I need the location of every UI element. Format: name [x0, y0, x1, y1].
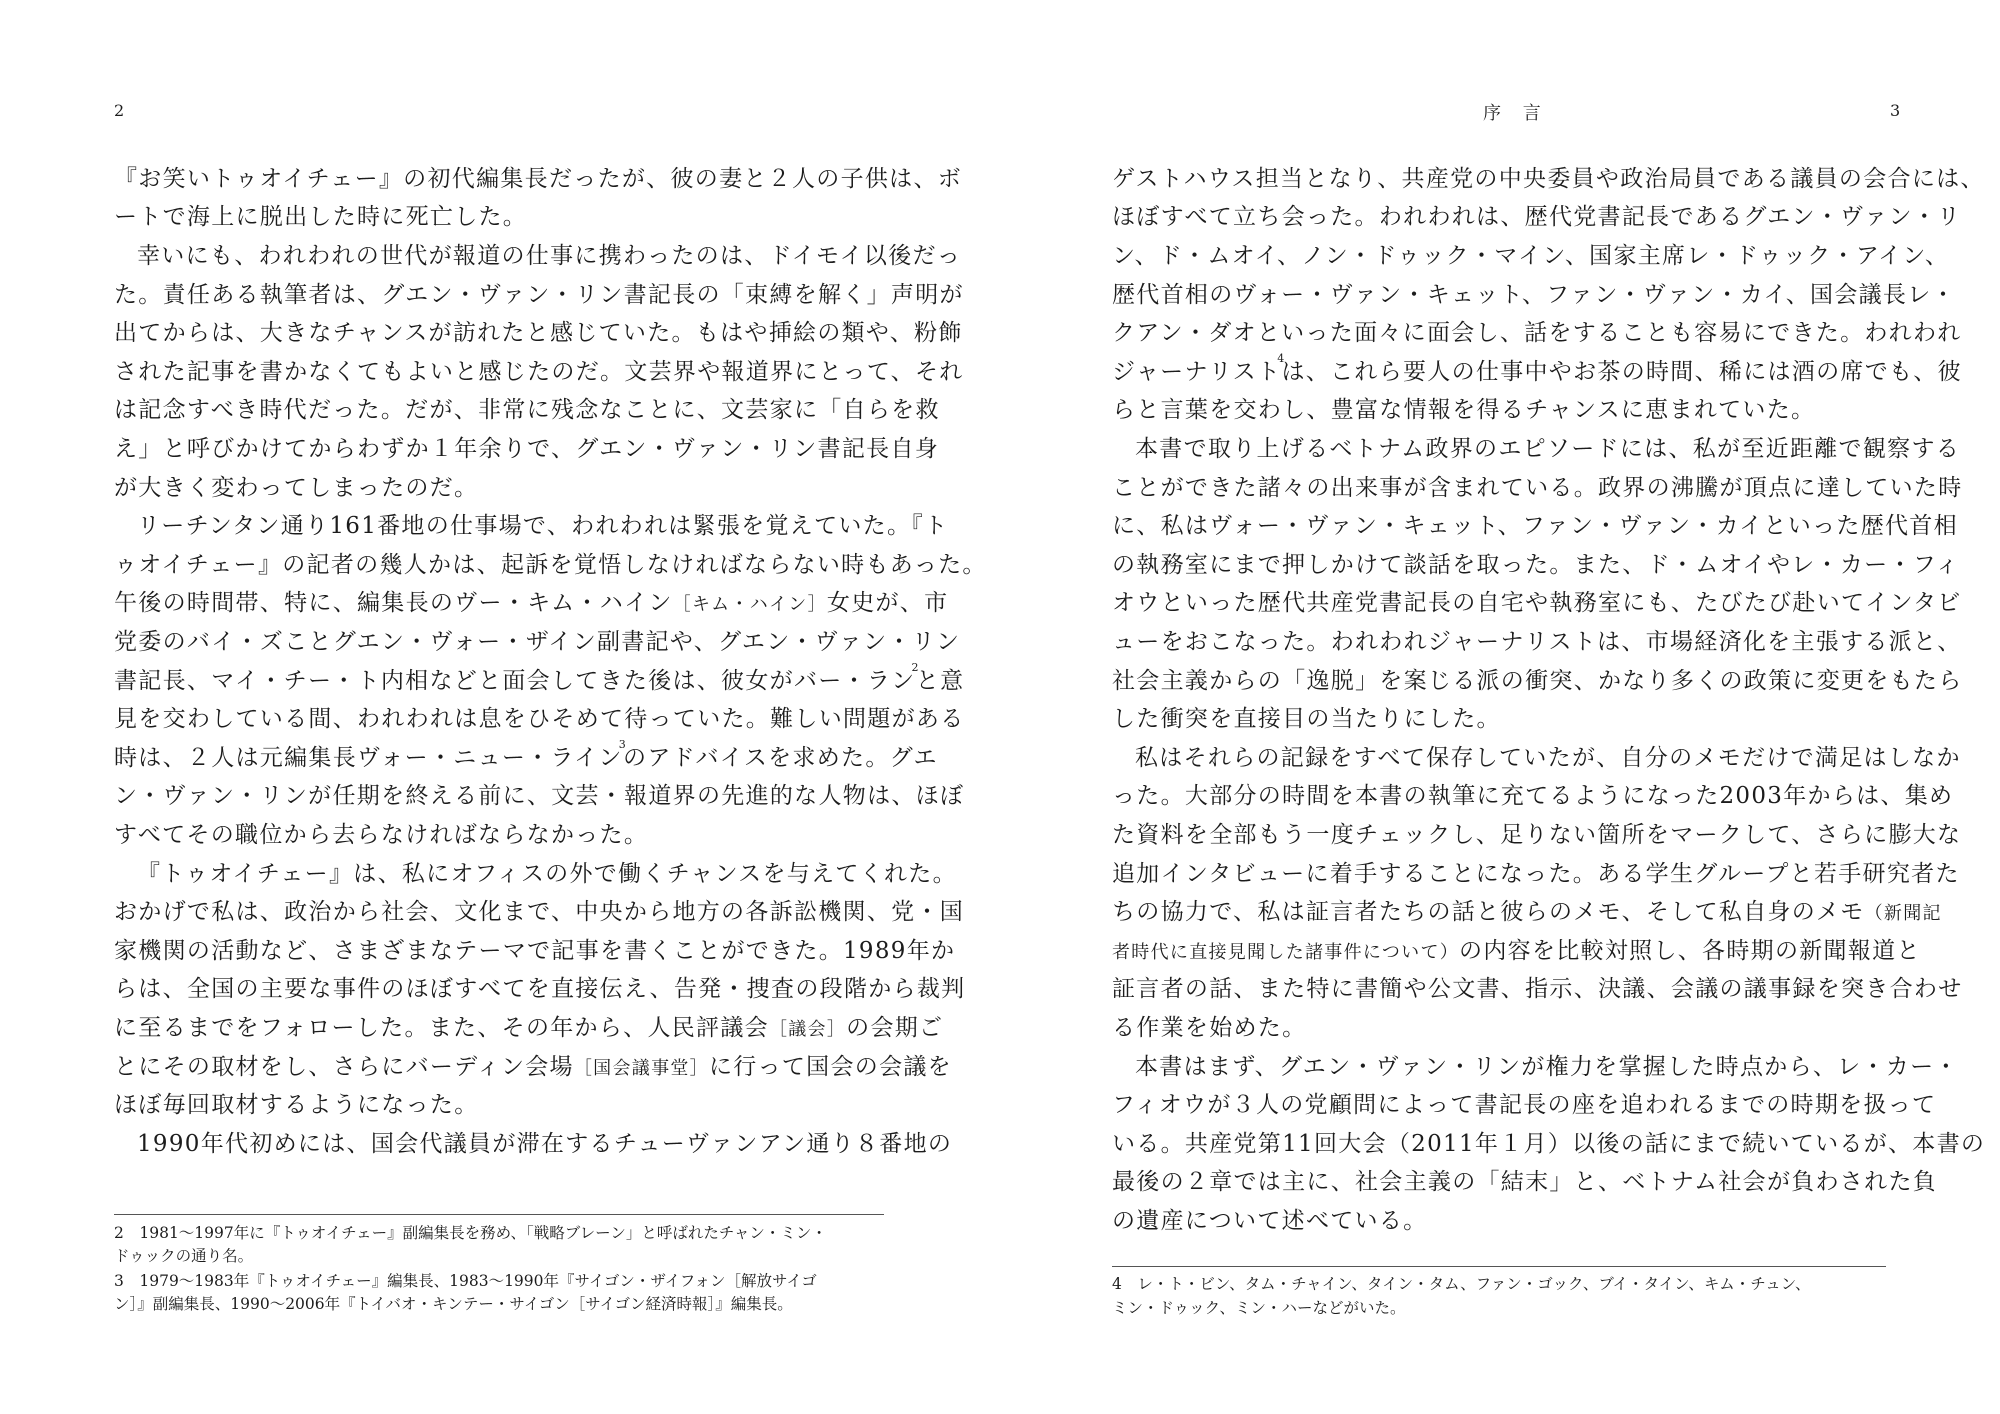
text-line: ほぼすべて立ち会った。われわれは、歴代党書記長であるグエン・ヴァン・リ	[1112, 204, 1962, 230]
text-line: らは、全国の主要な事件のほぼすべてを直接伝え、告発・捜査の段階から裁判	[114, 976, 966, 1002]
footnote-ref-3[interactable]: 3	[618, 738, 628, 751]
translator-note: 者時代に直接見聞した諸事件について）	[1112, 942, 1460, 963]
footnote-line: 2 1981〜1997年に『トゥオイチェー』副編集長を務め、「戦略ブレーン」と呼ばれたチャン・ミン・	[114, 1224, 827, 1242]
text-line: た資料を全部もう一度チェックし、足りない箇所をマークして、さらに膨大な	[1112, 822, 1962, 848]
translator-note: （新聞記	[1864, 903, 1942, 924]
footnote-line: ン］』副編集長、1990〜2006年『トイバオ・キンテー・サイゴン［サイゴン経済時報］』編集長。	[114, 1295, 793, 1313]
text-line: 幸いにも、われわれの世代が報道の仕事に携わったのは、ドイモイ以後だっ	[137, 243, 962, 269]
footnote-divider	[1112, 1266, 1886, 1267]
text-line: ューをおこなった。われわれジャーナリストは、市場経済化を主張する派と、	[1112, 629, 1962, 655]
footnote-divider	[114, 1214, 884, 1215]
text-line: オウといった歴代共産党書記長の自宅や執務室にも、たびたび赴いてインタビ	[1112, 590, 1962, 616]
text-line: ほぼ毎回取材するようになった。	[114, 1092, 479, 1118]
text-line: ン・ヴァン・リンが任期を終える前に、文芸・報道界の先進的な人物は、ほぼ	[114, 783, 965, 809]
translator-note: ［キム・ハイン］	[672, 594, 827, 615]
text-line: 社会主義からの「逸脱」を案じる派の衝突、かなり多くの政策に変更をもたら	[1112, 668, 1963, 694]
footnote-ref-2[interactable]: 2	[911, 661, 920, 674]
text-line: 家機関の活動など、さまざまなテーマで記事を書くことができた。1989年か	[114, 938, 956, 964]
text-line: 『お笑いトゥオイチェー』の初代編集長だったが、彼の妻と２人の子供は、ボ	[114, 166, 963, 192]
page-number: 3	[1890, 101, 1901, 120]
footnote-line: 3 1979〜1983年『トゥオイチェー』編集長、1983〜1990年『サイゴン・ザイフォン［解放サイゴ	[114, 1272, 817, 1290]
text-line: された記事を書かなくてもよいと感じたのだ。文芸界や報道界にとって、それ	[114, 359, 964, 385]
running-head: 序 言	[1483, 103, 1549, 124]
text-line: ン、ド・ムオイ、ノン・ドゥック・マイン、国家主席レ・ドゥック・アイン、	[1112, 243, 1950, 269]
text-line: ゥオイチェー』の記者の幾人かは、起訴を覚悟しなければならない時もあった。	[114, 552, 987, 578]
translator-note: ［国会議事堂］	[573, 1058, 709, 1079]
text-line: 『トゥオイチェー』は、私にオフィスの外で働くチャンスを与えてくれた。	[137, 861, 957, 887]
text-line: フィオウが３人の党顧問によって書記長の座を追われるまでの時期を扱って	[1112, 1092, 1937, 1118]
text-line: ちの協力で、私は証言者たちの話と彼らのメモ、そして私自身のメモ（新聞記	[1112, 899, 1942, 925]
text-line: た。責任ある執筆者は、グエン・ヴァン・リン書記長の「束縛を解く」声明が	[114, 282, 964, 308]
text-line: 時は、２人は元編集長ヴォー・ニュー・ライン$^3$のアドバイスを求めた。グエ	[114, 738, 938, 771]
text-line: とにその取材をし、さらにバーディン会場［国会議事堂］に行って国会の会議を	[114, 1054, 952, 1080]
text-line: した衝突を直接目の当たりにした。	[1112, 706, 1501, 732]
text-line: クアン・ダオといった面々に面会し、話をすることも容易にできた。われわれ	[1112, 320, 1962, 346]
text-line: が大きく変わってしまったのだ。	[114, 475, 479, 501]
text-line: いる。共産党第11回大会（2011年１月）以後の話にまで続いているが、本書の	[1112, 1131, 1986, 1157]
text-line: 私はそれらの記録をすべて保存していたが、自分のメモだけで満足はしなか	[1135, 745, 1961, 771]
right-page	[1000, 0, 2000, 1414]
text-line: った。大部分の時間を本書の執筆に充てるようになった2003年からは、集め	[1112, 783, 1954, 809]
text-line: 党委のバイ・ズことグエン・ヴォー・ザイン副書記や、グエン・ヴァン・リン	[114, 629, 961, 655]
text-line: の執務室にまで押しかけて談話を取った。また、ド・ムオイやレ・カー・フィ	[1112, 552, 1960, 578]
text-line: は記念すべき時代だった。だが、非常に残念なことに、文芸家に「自らを救	[114, 397, 940, 423]
text-line: に、私はヴォー・ヴァン・キェット、ファン・ヴァン・カイといった歴代首相	[1112, 513, 1958, 539]
text-line: 本書で取り上げるベトナム政界のエピソードには、私が至近距離で観察する	[1135, 436, 1961, 462]
text-line: らと言葉を交わし、豊富な情報を得るチャンスに恵まれていた。	[1112, 397, 1816, 423]
text-line: る作業を始めた。	[1112, 1015, 1307, 1041]
text-line: 者時代に直接見聞した諸事件について）の内容を比較対照し、各時期の新聞報道と	[1112, 938, 1921, 964]
text-line: 見を交わしている間、われわれは息をひそめて待っていた。難しい問題がある	[114, 706, 965, 732]
text-line: おかげで私は、政治から社会、文化まで、中央から地方の各訴訟機関、党・国	[114, 899, 965, 925]
text-line: ートで海上に脱出した時に死亡した。	[114, 204, 528, 230]
text-line: ことができた諸々の出来事が含まれている。政界の沸騰が頂点に達していた時	[1112, 475, 1963, 501]
text-line: リーチンタン通り161番地の仕事場で、われわれは緊張を覚えていた。『ト	[137, 513, 949, 539]
page-number: 2	[114, 101, 125, 120]
text-line: 最後の２章では主に、社会主義の「結末」と、ベトナム社会が負わされた負	[1112, 1169, 1938, 1195]
text-line: 1990年代初めには、国会代議員が滞在するチューヴァンアン通り８番地の	[137, 1131, 953, 1157]
text-line: 証言者の話、また特に書簡や公文書、指示、決議、会議の議事録を突き合わせ	[1112, 976, 1963, 1002]
text-line: 追加インタビューに着手することになった。ある学生グループと若手研究者た	[1112, 861, 1960, 887]
text-line: の遺産について述べている。	[1112, 1208, 1428, 1234]
translator-note: ［議会］	[768, 1019, 847, 1040]
footnote-line: ミン・ドゥック、ミン・ハーなどがいた。	[1112, 1299, 1406, 1317]
text-line: ジャーナリスト$^4$は、これら要人の仕事中やお茶の時間、稀には酒の席でも、彼	[1112, 352, 1962, 385]
text-line: 本書はまず、グエン・ヴァン・リンが権力を掌握した時点から、レ・カー・	[1135, 1054, 1959, 1080]
text-line: に至るまでをフォローした。また、その年から、人民評議会［議会］の会期ご	[114, 1015, 944, 1041]
footnote-ref-4[interactable]: 4	[1277, 352, 1286, 365]
text-line: え」と呼びかけてからわずか１年余りで、グエン・ヴァン・リン書記長自身	[114, 436, 940, 462]
footnote-line: 4 レ・ト・ビン、タム・チャイン、タイン・タム、ファン・ゴック、ブイ・タイン、キム・チュン、	[1112, 1275, 1811, 1293]
text-line: 書記長、マイ・チー・ト内相などと面会してきた後は、彼女がバー・ラン$^2$と意	[114, 661, 965, 694]
text-line: 午後の時間帯、特に、編集長のヴー・キム・ハイン［キム・ハイン］女史が、市	[114, 590, 949, 616]
text-line: 歴代首相のヴォー・ヴァン・キェット、ファン・ヴァン・カイ、国会議長レ・	[1112, 282, 1956, 308]
text-line: すべてその職位から去らなければならなかった。	[114, 822, 649, 848]
text-line: ゲストハウス担当となり、共産党の中央委員や政治局員である議員の会合には、	[1112, 166, 1985, 192]
text-line: 出てからは、大きなチャンスが訪れたと感じていた。もはや挿絵の類や、粉飾	[114, 320, 963, 346]
footnote-line: ドゥックの通り名。	[114, 1247, 254, 1265]
